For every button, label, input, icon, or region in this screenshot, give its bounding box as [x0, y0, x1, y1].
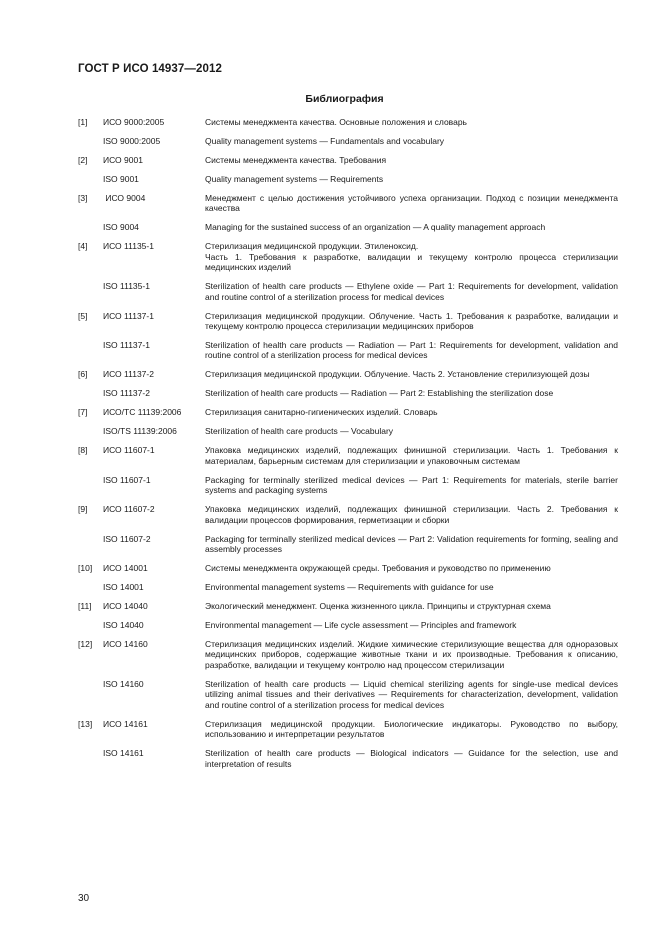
bibliography-entry [78, 504, 618, 525]
bibliography-entry [78, 281, 618, 302]
bibliography-entry [78, 311, 618, 332]
standard-designation: ISO 11607-1 [103, 474, 151, 485]
document-header: ГОСТ Р ИСО 14937—2012 [78, 63, 223, 75]
bibliography-entry [78, 563, 618, 573]
entry-number [78, 340, 103, 361]
standard-title: Стерилизация медицинских изделий. Жидкие химические стерилизующие вещества для одноразовых медицинских приборов, содержащие животные ткани и их производные. Требования к описанию, разработке, валидации и текущему контролю над процессом стерилизации [205, 639, 618, 670]
standard-title: Environmental management systems — Requirements with guidance for use [205, 582, 494, 593]
standard-designation: ISO 11137-2 [103, 388, 150, 399]
standard-title: Экологический менеджмент. Оценка жизненного цикла. Принципы и структурная схема [205, 601, 551, 612]
bibliography-entry [78, 601, 618, 611]
standard-title: Системы менеджмента качества. Требования [205, 155, 387, 165]
bibliography-entry [78, 388, 618, 398]
standard-designation: ИСО 14040 [103, 601, 148, 612]
standard-title: Стерилизация санитарно-гигиенических изделий. Словарь [205, 407, 438, 418]
entry-number [78, 582, 103, 592]
standard-title: Стерилизация медицинской продукции. Биологические индикаторы. Руководство по выбору, использованию и интерпретации результатов [205, 718, 618, 740]
entry-number [78, 620, 103, 630]
section-title: Библиография [305, 93, 384, 105]
entry-number: [10] [78, 563, 93, 574]
bibliography-entry [78, 369, 618, 379]
bibliography-entry [78, 426, 618, 436]
standard-designation: ИСО 14161 [103, 718, 148, 729]
bibliography-entry [78, 340, 618, 361]
standard-designation: ИСО 9001 [103, 155, 143, 165]
entry-number: [7] [78, 407, 88, 418]
entry-number: [4] [78, 241, 88, 252]
standard-designation: ISO 14161 [103, 748, 144, 759]
entry-number: [1] [78, 117, 88, 127]
standard-designation: ISO 11607-2 [103, 533, 151, 544]
standard-title: Sterilization of health care products — Liquid chemical sterilizing agents for single-use medical devices utilizing animal tissues and their derivatives — Requirements for characterization, development, validation and routine control of a sterilization process for medical devices [205, 678, 618, 710]
standard-title: Packaging for terminally sterilized medical devices — Part 1: Requirements for materials, sterile barrier systems and packaging systems [205, 474, 618, 496]
entry-number [78, 748, 103, 769]
standard-designation: ИСО 14160 [103, 639, 148, 650]
entry-number: [9] [78, 504, 88, 515]
standard-designation: ISO 14040 [103, 620, 144, 631]
standard-title: Environmental management — Life cycle assessment — Principles and framework [205, 620, 517, 631]
entry-number: [13] [78, 718, 93, 729]
standard-designation: ISO 11137-1 [103, 340, 150, 351]
entry-number [78, 475, 103, 496]
standard-designation: ИСО 11607-2 [103, 504, 155, 515]
bibliography-entry [78, 582, 618, 592]
entry-number: [12] [78, 639, 93, 650]
bibliography-entry [78, 174, 618, 184]
standard-title: Системы менеджмента окружающей среды. Требования и руководство по применению [205, 563, 551, 574]
entry-number: [6] [78, 369, 88, 380]
standard-designation: ИСО 9004 [103, 193, 146, 203]
bibliography-entry [78, 639, 618, 670]
standard-title: Упаковка медицинских изделий, подлежащих финишной стерилизации. Часть 2. Требования к валидации процессов формирования, герметизации и сборки [205, 504, 618, 525]
standard-designation: ISO/TS 11139:2006 [103, 426, 177, 437]
standard-designation: ИСО 11137-1 [103, 310, 154, 321]
standard-designation: ИСО 11607-1 [103, 445, 155, 456]
entry-number: [5] [78, 310, 88, 321]
standard-designation: ISO 9001 [103, 174, 139, 184]
bibliography-entry [78, 719, 618, 740]
standard-title: Sterilization of health care products — Biological indicators — Guidance for the selection, use and interpretation of results [205, 748, 618, 769]
standard-title: Managing for the sustained success of an organization — A quality management approach [205, 222, 546, 233]
standard-designation: ИСО/ТС 11139:2006 [103, 407, 182, 418]
bibliography-entry [78, 222, 618, 232]
bibliography-entry [78, 241, 618, 272]
standard-title: Quality management systems — Requirements [205, 174, 384, 184]
standard-designation: ISO 9000:2005 [103, 136, 161, 146]
entry-number [78, 534, 103, 555]
standard-title: Sterilization of health care products — Vocabulary [205, 426, 394, 437]
standard-title: Стерилизация медицинской продукции. Облучение. Часть 1. Требования к разработке, валидации и текущему контролю процесса стерилизации медицинских приборов [205, 310, 618, 332]
entry-number [78, 388, 103, 398]
entry-number: [11] [78, 601, 92, 612]
entry-number [78, 174, 103, 184]
standard-title: Sterilization of health care products — Ethylene oxide — Part 1: Requirements for development, validation and routine control of a sterilization process for medical devices [205, 281, 618, 302]
bibliography-entry [78, 193, 618, 214]
bibliography-list [78, 117, 618, 778]
entry-number [78, 679, 103, 710]
standard-designation: ISO 14001 [103, 582, 144, 593]
standard-title: Sterilization of health care products — Radiation — Part 1: Requirements for development, validation and routine control of a sterilization process for medical devices [205, 340, 618, 361]
standard-designation: ISO 14160 [103, 678, 144, 689]
entry-number [78, 222, 103, 232]
entry-number [78, 426, 103, 436]
bibliography-entry [78, 475, 618, 496]
bibliography-entry [78, 748, 618, 769]
bibliography-entry [78, 155, 618, 165]
bibliography-entry [78, 136, 618, 146]
standard-designation: ISO 11135-1 [103, 281, 150, 292]
standard-title: Упаковка медицинских изделий, подлежащих финишной стерилизации. Часть 1. Требования к материалам, барьерным системам для стерилизации и упаковочным системам [205, 445, 618, 466]
standard-designation: ИСО 11135-1 [103, 241, 154, 252]
standard-title: Sterilization of health care products — Radiation — Part 2: Establishing the sterilization dose [205, 388, 554, 399]
standard-title: Стерилизация медицинской продукции. Облучение. Часть 2. Установление стерилизующей дозы [205, 369, 590, 380]
bibliography-entry [78, 620, 618, 630]
standard-designation: ISO 9004 [103, 222, 139, 233]
entry-number: [8] [78, 445, 88, 456]
standard-designation: ИСО 14001 [103, 563, 148, 574]
entry-number [78, 281, 103, 302]
entry-number: [2] [78, 155, 88, 165]
standard-title: Стерилизация медицинской продукции. Этиленоксид. Часть 1. Требования к разработке, валидации и текущему контролю процесса стерилизации медицинских изделий [205, 241, 618, 273]
standard-title: Quality management systems — Fundamentals and vocabulary [205, 136, 445, 146]
standard-title: Системы менеджмента качества. Основные положения и словарь [205, 117, 467, 127]
bibliography-entry [78, 679, 618, 710]
standard-designation: ИСО 9000:2005 [103, 117, 165, 127]
bibliography-entry [78, 407, 618, 417]
standard-title: Packaging for terminally sterilized medical devices — Part 2: Validation requirements for forming, sealing and assembly processes [205, 533, 618, 555]
entry-number [78, 136, 103, 146]
standard-title: Менеджмент с целью достижения устойчивого успеха организации. Подход с позиции менеджмента качества [205, 193, 618, 214]
bibliography-entry [78, 534, 618, 555]
standard-designation: ИСО 11137-2 [103, 369, 154, 380]
entry-number: [3] [78, 193, 88, 203]
bibliography-entry [78, 117, 618, 127]
bibliography-entry [78, 445, 618, 466]
page-number: 30 [78, 893, 90, 904]
